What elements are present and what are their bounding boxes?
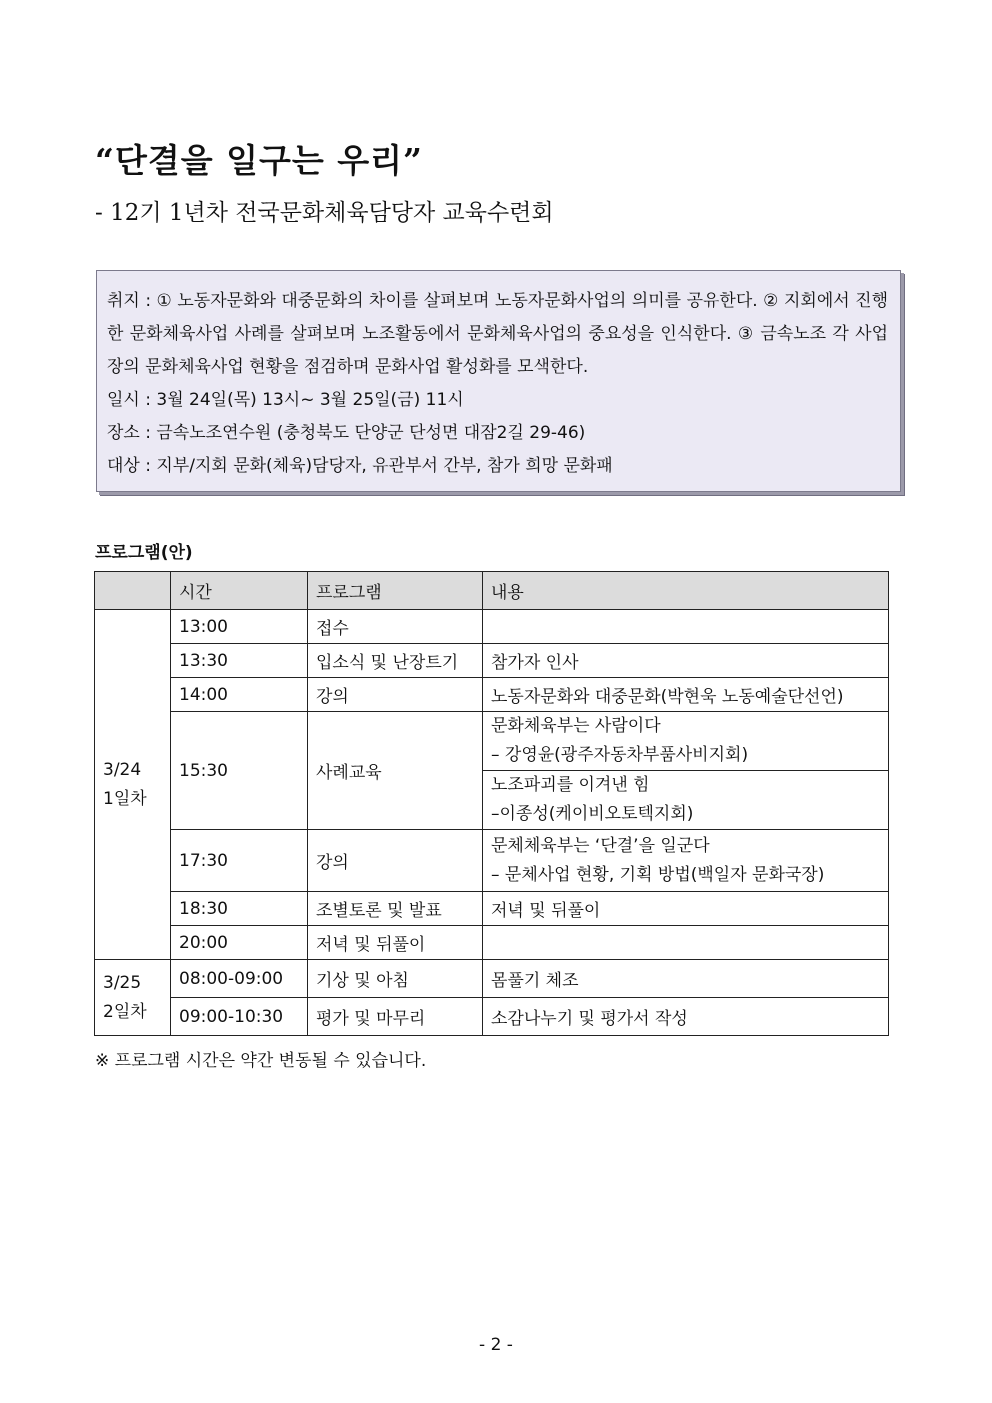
document-subtitle: - 12기 1년차 전국문화체육담당자 교육수련회 <box>95 200 554 226</box>
schedule-note: ※ 프로그램 시간은 약간 변동될 수 있습니다. <box>95 1051 427 1071</box>
header-time: 시간 <box>171 572 308 610</box>
program-cell: 조별토론 및 발표 <box>308 892 483 926</box>
content-line: –이종성(케이비오토텍지회) <box>491 804 694 824</box>
table-row <box>95 644 889 678</box>
time-cell: 17:30 <box>171 830 308 892</box>
content-cell: 저녁 및 뒤풀이 <box>483 892 889 926</box>
program-cell: 입소식 및 난장트기 <box>308 644 483 678</box>
program-cell: 강의 <box>308 830 483 892</box>
program-section-label: 프로그램(안) <box>95 543 193 563</box>
day1-cell <box>95 610 171 960</box>
day2-label: 2일차 <box>103 1001 147 1022</box>
program-table <box>94 571 889 1036</box>
content-cell <box>483 771 889 830</box>
place-text: 장소 : 금속노조연수원 (충청북도 단양군 단성면 대잠2길 29-46) <box>107 423 586 443</box>
day1-date: 3/24 <box>103 759 142 780</box>
content-line: 노조파괴를 이겨낸 힘 <box>491 775 650 795</box>
content-line: 문화체육부는 사람이다 <box>491 716 661 736</box>
time-cell: 13:00 <box>171 610 308 644</box>
table-header-row <box>95 572 889 610</box>
table-row <box>95 926 889 960</box>
summary-box <box>96 270 901 492</box>
content-cell <box>483 712 889 771</box>
header-content: 내용 <box>483 572 889 610</box>
time-cell: 09:00-10:30 <box>171 998 308 1036</box>
content-cell <box>483 830 889 892</box>
table-row <box>95 830 889 892</box>
content-cell <box>483 926 889 960</box>
table-row <box>95 892 889 926</box>
purpose-text: 취지 : ① 노동자문화와 대중문화의 차이를 살펴보며 노동자문화사업의 의미를 공유한다. ② 지회에서 진행한 문화체육사업 사례를 살펴보며 노조활동에서 문화체육사업의 중요성을 인식한다. ③ 금속노조 각 사업장의 문화체육사업 현황을 점검하며 문화사업 활성화를 모색한다. <box>107 291 888 377</box>
program-cell: 사례교육 <box>308 712 483 830</box>
program-cell: 평가 및 마무리 <box>308 998 483 1036</box>
time-cell: 20:00 <box>171 926 308 960</box>
table-row <box>95 610 889 644</box>
content-cell: 참가자 인사 <box>483 644 889 678</box>
table-row <box>95 998 889 1036</box>
day2-cell <box>95 960 171 1036</box>
table-row <box>95 678 889 712</box>
day2-date: 3/25 <box>103 972 142 993</box>
time-cell: 08:00-09:00 <box>171 960 308 998</box>
content-line: – 강영윤(광주자동차부품사비지회) <box>491 745 749 765</box>
content-line: 문체체육부는 ‘단결’을 일군다 <box>491 835 710 856</box>
program-cell: 저녁 및 뒤풀이 <box>308 926 483 960</box>
time-cell: 18:30 <box>171 892 308 926</box>
program-cell: 접수 <box>308 610 483 644</box>
page-number: - 2 - <box>479 1335 513 1355</box>
time-cell: 14:00 <box>171 678 308 712</box>
content-cell: 소감나누기 및 평가서 작성 <box>483 998 889 1036</box>
table-row <box>95 712 889 771</box>
day1-label: 1일차 <box>103 788 147 809</box>
program-cell: 기상 및 아침 <box>308 960 483 998</box>
document-title: “단결을 일구는 우리” <box>95 141 423 180</box>
table-row <box>95 960 889 998</box>
content-cell: 몸풀기 체조 <box>483 960 889 998</box>
header-day <box>95 572 171 610</box>
time-cell: 15:30 <box>171 712 308 830</box>
target-text: 대상 : 지부/지회 문화(체육)담당자, 유관부서 간부, 참가 희망 문화패 <box>107 456 613 476</box>
content-cell <box>483 610 889 644</box>
time-cell: 13:30 <box>171 644 308 678</box>
program-cell: 강의 <box>308 678 483 712</box>
content-line: – 문체사업 현황, 기획 방법(백일자 문화국장) <box>491 864 825 885</box>
date-text: 일시 : 3월 24일(목) 13시~ 3월 25일(금) 11시 <box>107 390 464 410</box>
header-program: 프로그램 <box>308 572 483 610</box>
content-cell: 노동자문화와 대중문화(박현욱 노동예술단선언) <box>483 678 889 712</box>
